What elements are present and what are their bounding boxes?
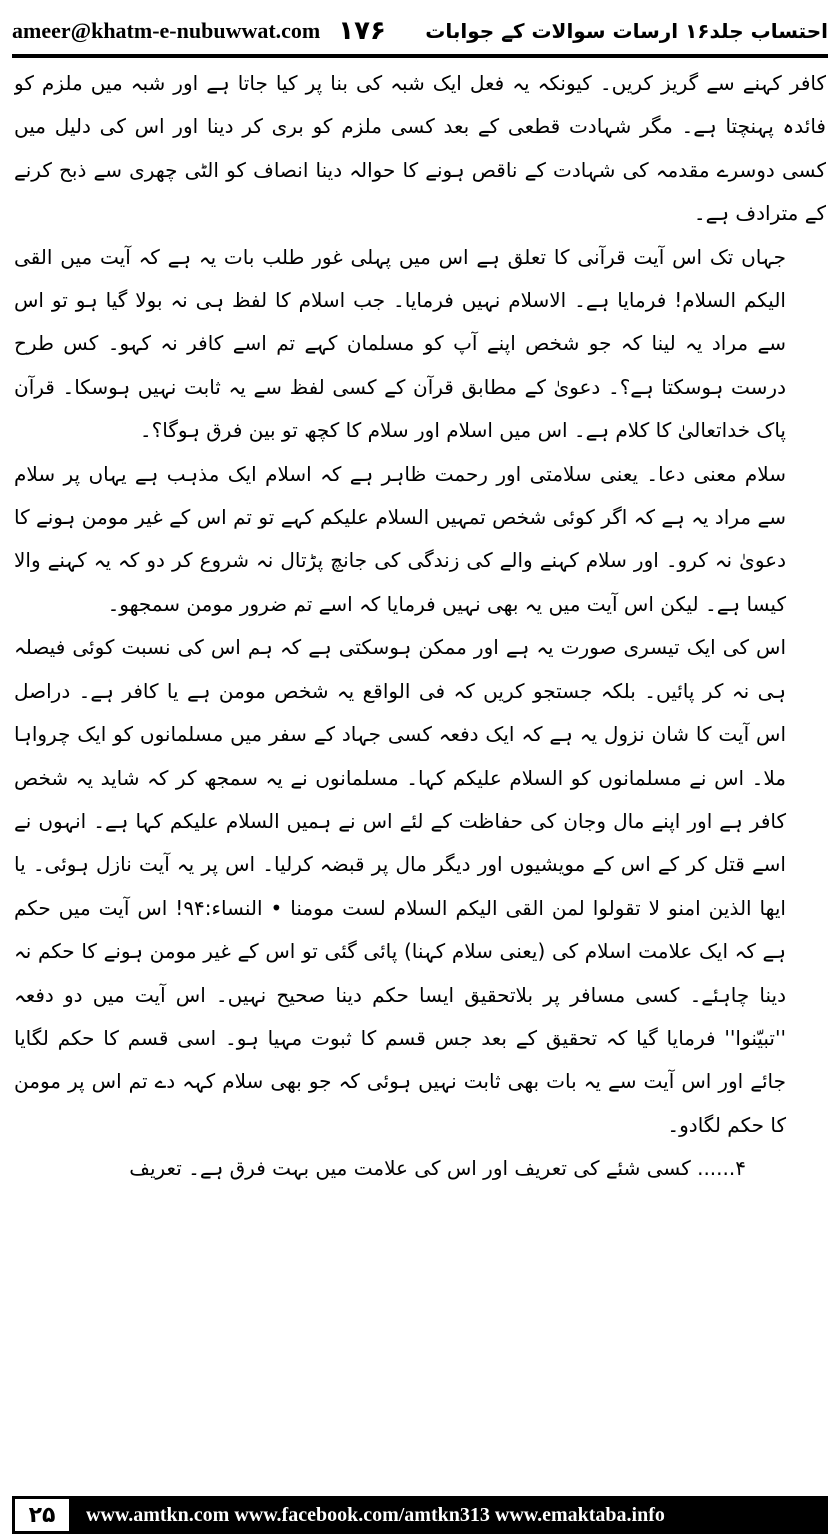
paragraph-4: اس کی ایک تیسری صورت یہ ہے اور ممکن ہوسکتی ہے کہ ہم اس کی نسبت کوئی فیصلہ ہی نہ کر پائیں۔ بلکہ جستجو کریں کہ فی الواقع یہ شخص مومن ہے یا کافر ہے۔ دراصل اس آیت کا شان نزول یہ ہے کہ ایک دفعہ کسی جہاد کے سفر میں مسلمانوں کو ایک چرواہا ملا۔ اس نے مسلمانوں کو السلام علیکم کہا۔ مسلمانوں نے یہ سمجھ کر کہ شاید یہ شخص کافر ہے اور اپنے مال وجان کی حفاظت کے لئے اس نے ہمیں السلام علیکم کہا ہے۔ انہوں نے اسے قتل کر کے اس کے مویشیوں اور دیگر مال پر قبضہ کرلیا۔ اس پر یہ آیت نازل ہوئی۔ یا ایھا الذین امنو لا تقولوا لمن القی الیکم السلام لست مومنا • النساء:۹۴! اس آیت میں حکم ہے کہ ایک علامت اسلام کی (یعنی سلام کہنا) پائی گئی تو اس کے غیر مومن ہونے کا حکم نہ دینا چاہئے۔ کسی مسافر پر بلاتحقیق ایسا حکم دینا صحیح نہیں۔ اس آیت میں دو دفعہ ''تبیّنوا'' فرمایا گیا کہ تحقیق کے بعد جس قسم کا ثبوت مہیا ہو۔ اسی قسم کا حکم لگایا جائے اور اس آیت سے یہ بات بھی ثابت نہیں ہوئی کہ جو بھی سلام کہہ دے تم اس پر مومن کا حکم لگادو۔ xyxy=(14,635,786,1137)
paragraph-3: سلام معنی دعا۔ یعنی سلامتی اور رحمت ظاہر ہے کہ اسلام ایک مذہب ہے یہاں پر سلام سے مراد یہ ہے کہ اگر کوئی شخص تمہیں السلام علیکم کہے تو تم اس کے غیر مومن ہونے کا دعویٰ نہ کرو۔ اور سلام کہنے والے کی زندگی کی جانچ پڑتال نہ شروع کر دو کہ یہ کہنے والا کیسا ہے۔ لیکن اس آیت میں یہ بھی نہیں فرمایا کہ اسے تم ضرور مومن سمجھو۔ xyxy=(14,461,786,616)
header-divider xyxy=(12,54,828,58)
page-body xyxy=(14,62,826,1472)
footer-links: www.amtkn.com www.facebook.com/amtkn313 www.emaktaba.info xyxy=(86,1503,665,1526)
page-footer xyxy=(12,1496,828,1534)
paragraph-5: ۴...... کسی شئے کی تعریف اور اس کی علامت میں بہت فرق ہے۔ تعریف xyxy=(129,1156,746,1181)
paragraph-1: کافر کہنے سے گریز کریں۔ کیونکہ یہ فعل ایک شبہ کی بنا پر کیا جاتا ہے اور شبہ میں ملزم کو فائدہ پہنچتا ہے۔ مگر شہادت قطعی کے بعد کسی ملزم کو بری کر دینا اور اس کی دلیل میں کسی دوسرے مقدمہ کی شہادت کے ناقص ہونے کا حوالہ دینا انصاف کو الٹی چھری سے ذبح کرنے کے مترادف ہے۔ xyxy=(14,71,826,226)
header-left xyxy=(12,16,386,46)
page-header xyxy=(12,14,828,48)
paragraph-2: جہاں تک اس آیت قرآنی کا تعلق ہے اس میں پہلی غور طلب بات یہ ہے کہ آیت میں القی الیکم السلام! فرمایا ہے۔ الاسلام نہیں فرمایا۔ جب اسلام کا لفظ ہی نہ بولا گیا ہو تو اس سے مراد یہ لینا کہ جو شخص اپنے آپ کو مسلمان کہے تم اسے کافر نہ کہو۔ کس طرح درست ہوسکتا ہے؟۔ دعویٰ کے مطابق قرآن کے کسی لفظ سے یہ ثابت نہیں ہوسکا۔ قرآن پاک خداتعالیٰ کا کلام ہے۔ اس میں اسلام اور سلام کا کچھ تو بین فرق ہوگا؟۔ xyxy=(14,244,786,443)
page-number: ۱۷۶ xyxy=(338,16,386,46)
footer-page-badge: ۲۵ xyxy=(12,1496,72,1534)
header-email: ameer@khatm-e-nubuwwat.com xyxy=(12,18,321,43)
book-title: احتساب جلد۱۶ ارسات سوالات کے جوابات xyxy=(425,19,828,43)
